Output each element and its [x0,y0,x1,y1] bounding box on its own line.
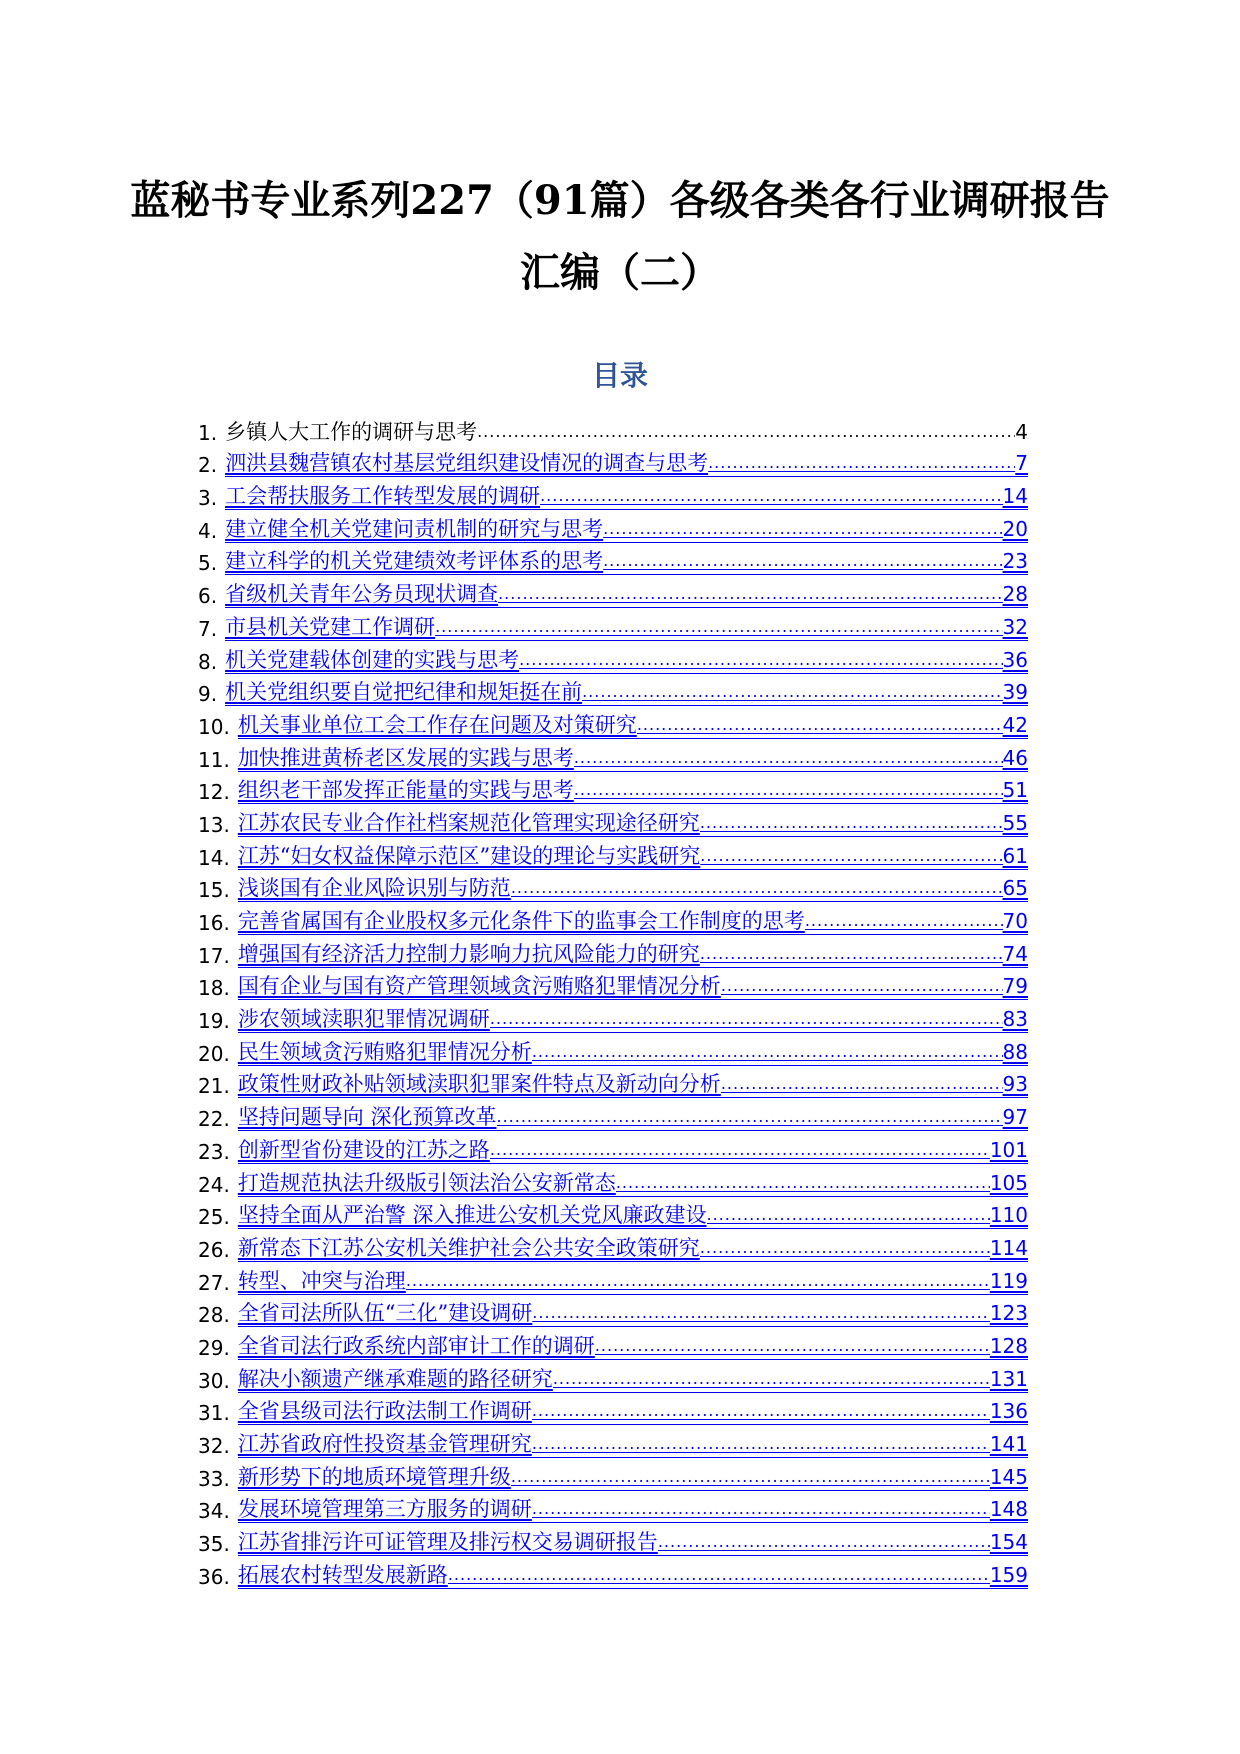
toc-entry-title: 省级机关青年公务员现状调查 [225,582,499,607]
toc-entry-title: 机关党组织要自觉把纪律和规矩挺在前 [225,680,583,705]
toc-entry-number: 32. [198,1434,230,1458]
toc-entry-title: 转型、冲突与治理 [237,1268,406,1293]
document-title-line1: 蓝秘书专业系列227（91篇）各级各类各行业调研报告 [130,177,1110,224]
toc-entry-title: 机关党建载体创建的实践与思考 [225,647,520,672]
toc-entry-title: 新常态下江苏公安机关维护社会公共安全政策研究 [237,1235,700,1260]
toc-entry-page-number: 105 [989,1170,1028,1195]
toc-entry [198,1066,1028,1099]
toc-leader-dots [490,1007,1003,1031]
toc-entry-number: 27. [198,1270,230,1295]
toc-entry-number: 15. [198,878,230,903]
toc-entry-number: 35. [198,1532,230,1557]
table-of-contents [198,412,1028,1589]
toc-entry-number: 23. [198,1139,230,1164]
toc-leader-dots [708,451,1015,475]
toc-entry-number: 11. [198,747,230,772]
toc-entry-page-number: 88 [1002,1039,1028,1064]
toc-entry-page-number: 148 [989,1497,1028,1522]
toc-entry-number: 21. [198,1074,230,1099]
toc-leader-dots [603,517,1002,541]
toc-entry-number: 10. [198,714,230,739]
toc-entry [198,935,1028,968]
toc-leader-dots [511,876,1003,900]
toc-entry-number: 13. [198,812,230,837]
toc-entry [198,1164,1028,1197]
toc-leader-dots [532,1301,990,1325]
toc-entry-page-number: 70 [1002,909,1028,933]
toc-entry-page-number: 28 [1002,582,1028,607]
toc-entry-link[interactable] [238,1203,1028,1229]
toc-entry-title: 完善省属国有企业股权多元化条件下的监事会工作制度的思考 [237,909,805,933]
toc-entry-number: 29. [198,1335,230,1360]
toc-entry-number: 16. [198,911,230,935]
toc-entry-page-number: 4 [1015,419,1028,444]
toc-entry-page-number: 39 [1002,680,1028,705]
toc-entry-link[interactable] [238,844,1028,870]
toc-entry-title: 民生领域贪污贿赂犯罪情况分析 [237,1039,532,1064]
toc-entry-link[interactable] [225,549,1028,575]
toc-entry [198,706,1028,739]
toc-entry [198,1262,1028,1295]
toc-entry-title: 建立科学的机关党建绩效考评体系的思考 [225,549,604,574]
toc-entry-number: 30. [198,1368,230,1393]
toc-entry [198,772,1028,805]
toc-entry-page-number: 74 [1002,941,1028,966]
toc-leader-dots [637,713,1003,737]
toc-entry-link[interactable] [238,1334,1028,1360]
toc-entry-page-number: 7 [1015,451,1028,476]
toc-entry-link[interactable] [238,1432,1028,1458]
toc-entry-title: 工会帮扶服务工作转型发展的调研 [225,484,541,509]
toc-entry [198,1033,1028,1066]
toc-entry-title: 机关事业单位工会工作存在问题及对策研究 [237,712,637,737]
toc-entry-link[interactable] [238,746,1028,772]
toc-entry-title: 涉农领域渎职犯罪情况调研 [237,1007,490,1032]
toc-entry-number: 19. [198,1009,230,1034]
toc-entry-page-number: 131 [989,1366,1028,1391]
toc-leader-dots [490,1138,990,1162]
toc-entry-link[interactable] [238,1105,1028,1131]
toc-entry-number: 22. [198,1107,230,1132]
toc-entry-page-number: 145 [989,1464,1028,1489]
document-title [120,165,1120,309]
toc-entry-title: 解决小额遗产继承难题的路径研究 [237,1366,553,1391]
toc-entry-link[interactable] [238,1367,1028,1393]
toc-entry [198,804,1028,837]
toc-entry-title: 全省司法所队伍“三化”建设调研 [237,1301,533,1326]
toc-entry [198,1556,1028,1589]
toc-entry-page-number: 110 [989,1203,1028,1228]
toc-entry-page-number: 93 [1002,1072,1028,1097]
toc-entry-number: 9. [198,682,218,707]
toc-entry [198,641,1028,674]
toc-leader-dots [435,615,1002,639]
toc-entry-link[interactable] [238,778,1028,804]
toc-entry-number: 28. [198,1303,230,1328]
toc-entry-number: 7. [198,616,218,641]
toc-leader-dots [497,1105,1003,1129]
toc-entry-page-number: 141 [989,1432,1028,1456]
toc-entry-link[interactable] [238,1301,1028,1327]
toc-leader-dots [532,1399,990,1423]
toc-entry-link[interactable] [238,1072,1028,1098]
toc-leader-dots [805,909,1003,933]
toc-entry-number: 20. [198,1041,230,1066]
toc-entry-number: 8. [198,649,218,674]
toc-entry-link[interactable] [225,648,1028,674]
toc-entry-title: 新形势下的地质环境管理升级 [237,1464,511,1489]
toc-entry-page-number: 83 [1002,1007,1028,1032]
toc-entry-page-number: 36 [1002,647,1028,672]
toc-entry-number: 24. [198,1172,230,1197]
toc-entry-title: 江苏“妇女权益保障示范区”建设的理论与实践研究 [237,843,701,868]
toc-entry [198,674,1028,707]
toc-heading: 目录 [591,359,648,392]
toc-entry-page-number: 119 [989,1268,1028,1293]
toc-entry-page-number: 32 [1002,614,1028,639]
toc-entry-title: 全省司法行政系统内部审计工作的调研 [237,1333,595,1358]
toc-entry-title: 全省县级司法行政法制工作调研 [237,1399,532,1424]
toc-entry-title: 乡镇人大工作的调研与思考 [225,419,478,444]
toc-leader-dots [574,746,1003,770]
toc-entry [198,1000,1028,1033]
toc-entry [198,412,1028,445]
toc-entry-number: 17. [198,943,230,968]
toc-entry [198,902,1028,935]
toc-entry-page-number: 55 [1002,810,1028,835]
toc-entry [198,1229,1028,1262]
toc-entry-number: 18. [198,976,230,1001]
toc-leader-dots [406,1269,990,1293]
toc-leader-dots [498,582,1002,606]
toc-entry [198,1523,1028,1556]
toc-entry-link[interactable] [225,451,1028,477]
toc-entry-link[interactable] [238,1040,1028,1066]
toc-entry [198,1098,1028,1131]
toc-entry-title: 江苏省政府性投资基金管理研究 [237,1432,532,1456]
toc-entry [198,1425,1028,1458]
toc-entry [198,1491,1028,1524]
toc-entry-number: 25. [198,1205,230,1230]
toc-entry-title: 增强国有经济活力控制力影响力抗风险能力的研究 [237,941,700,966]
toc-entry-page-number: 20 [1002,516,1028,541]
toc-leader-dots [595,1334,990,1358]
toc-entry-page-number: 46 [1002,745,1028,770]
toc-entry [198,575,1028,608]
toc-entry-number: 12. [198,780,230,805]
toc-entry [198,1327,1028,1360]
toc-leader-dots [616,1171,990,1195]
toc-entry-link[interactable] [238,1399,1028,1425]
toc-entry [198,837,1028,870]
toc-entry-link[interactable] [238,1138,1028,1164]
toc-entry-page-number: 79 [1002,974,1028,999]
toc-entry-page-number: 128 [989,1333,1028,1358]
toc-entry-number: 33. [198,1466,230,1491]
toc-leader-dots [532,1432,990,1456]
toc-entry-number: 6. [198,584,218,609]
toc-entry [198,1393,1028,1426]
toc-entry-title: 发展环境管理第三方服务的调研 [237,1497,532,1522]
toc-leader-dots [553,1367,990,1391]
toc-entry-title: 泗洪县魏营镇农村基层党组织建设情况的调查与思考 [225,451,709,476]
toc-entry-link[interactable] [238,713,1028,739]
document-title-line2: 汇编（二） [520,249,720,296]
toc-leader-dots [574,778,1003,802]
toc-entry-number: 14. [198,845,230,870]
toc-entry-title: 加快推进黄桥老区发展的实践与思考 [237,745,574,770]
toc-entry [198,870,1028,903]
toc-entry-link[interactable] [238,1007,1028,1033]
toc-entry [198,445,1028,478]
toc-entry-page-number: 23 [1002,549,1028,574]
toc-entry-link[interactable] [238,1530,1028,1556]
toc-entry-link[interactable] [238,1497,1028,1523]
toc-entry-page-number: 51 [1002,778,1028,803]
toc-leader-dots [532,1040,1003,1064]
toc-entry-number: 4. [198,518,218,543]
toc-entry-page-number: 61 [1002,843,1028,868]
toc-entry-page-number: 97 [1002,1105,1028,1130]
toc-entry-title: 组织老干部发挥正能量的实践与思考 [237,778,574,803]
toc-leader-dots [511,1465,990,1489]
toc-leader-dots [700,811,1003,835]
toc-entry-link[interactable] [225,484,1028,510]
toc-entry-page-number: 65 [1002,876,1028,901]
toc-entry-link[interactable] [238,876,1028,902]
toc-entry-title: 江苏省排污许可证管理及排污权交易调研报告 [237,1530,658,1555]
toc-entry-page-number: 114 [989,1235,1028,1260]
toc-leader-dots [721,1072,1003,1096]
toc-entry-title: 国有企业与国有资产管理领域贪污贿赂犯罪情况分析 [237,974,721,999]
toc-entry-link[interactable] [225,615,1028,641]
toc-leader-dots [603,549,1002,573]
toc-entry-number: 31. [198,1401,230,1426]
toc-entry [198,608,1028,641]
toc-entry-page-number: 159 [989,1562,1028,1587]
toc-entry-link[interactable] [225,582,1028,608]
toc-entry-page-number: 154 [989,1530,1028,1555]
toc-entry [198,510,1028,543]
toc-entry-page-number: 14 [1002,484,1028,509]
toc-entry [198,968,1028,1001]
toc-entry [198,477,1028,510]
toc-entry-title: 市县机关党建工作调研 [225,614,436,639]
toc-leader-dots [707,1203,990,1227]
toc-entry-number: 36. [198,1564,230,1589]
toc-entry-link[interactable] [238,1465,1028,1491]
toc-entry-link[interactable] [225,680,1028,706]
toc-leader-dots [519,648,1002,672]
toc-entry-page-number: 101 [989,1137,1028,1162]
toc-leader-dots [700,942,1003,966]
toc-entry-title: 坚持全面从严治警 深入推进公安机关党风廉政建设 [237,1203,707,1228]
toc-entry [198,543,1028,576]
toc-leader-dots [540,484,1002,508]
toc-entry-number: 1. [198,420,218,445]
toc-entry-link[interactable] [238,942,1028,968]
toc-entry-link[interactable] [238,1563,1028,1589]
toc-entry-title: 拓展农村转型发展新路 [237,1562,448,1587]
toc-leader-dots [700,1236,990,1260]
toc-entry-link[interactable] [238,1171,1028,1197]
toc-entry-title: 坚持问题导向 深化预算改革 [237,1105,497,1130]
toc-entry [198,1360,1028,1393]
toc-entry-number: 5. [198,551,218,576]
toc-leader-dots [721,974,1003,998]
toc-entry-page-number: 42 [1002,712,1028,737]
toc-entry [198,1458,1028,1491]
toc-entry [198,1295,1028,1328]
toc-entry-link[interactable] [238,1269,1028,1295]
toc-entry-title: 建立健全机关党建问责机制的研究与思考 [225,516,604,541]
toc-entry-title: 创新型省份建设的江苏之路 [237,1137,490,1162]
toc-leader-dots [582,680,1002,704]
toc-entry-title: 浅谈国有企业风险识别与防范 [237,876,511,901]
toc-entry-link[interactable] [238,909,1028,935]
toc-leader-dots [448,1563,990,1587]
toc-leader-dots [658,1530,990,1554]
toc-entry [198,1197,1028,1230]
toc-entry-link[interactable] [238,974,1028,1000]
toc-entry-number: 34. [198,1499,230,1524]
toc-entry-link[interactable] [225,420,1028,445]
toc-entry-title: 打造规范执法升级版引领法治公安新常态 [237,1170,616,1195]
toc-entry-number: 3. [198,486,218,511]
toc-entry-number: 26. [198,1237,230,1262]
toc-entry-number: 2. [198,453,218,478]
toc-entry [198,739,1028,772]
toc-leader-dots [700,844,1002,868]
toc-entry [198,1131,1028,1164]
toc-entry-title: 江苏农民专业合作社档案规范化管理实现途径研究 [237,810,700,835]
toc-entry-link[interactable] [238,1236,1028,1262]
toc-entry-link[interactable] [238,811,1028,837]
toc-leader-dots [532,1497,990,1521]
toc-entry-link[interactable] [225,517,1028,543]
toc-entry-page-number: 123 [989,1301,1028,1326]
toc-entry-title: 政策性财政补贴领域渎职犯罪案件特点及新动向分析 [237,1072,721,1097]
toc-leader-dots [477,420,1015,444]
toc-entry-page-number: 136 [989,1399,1028,1424]
